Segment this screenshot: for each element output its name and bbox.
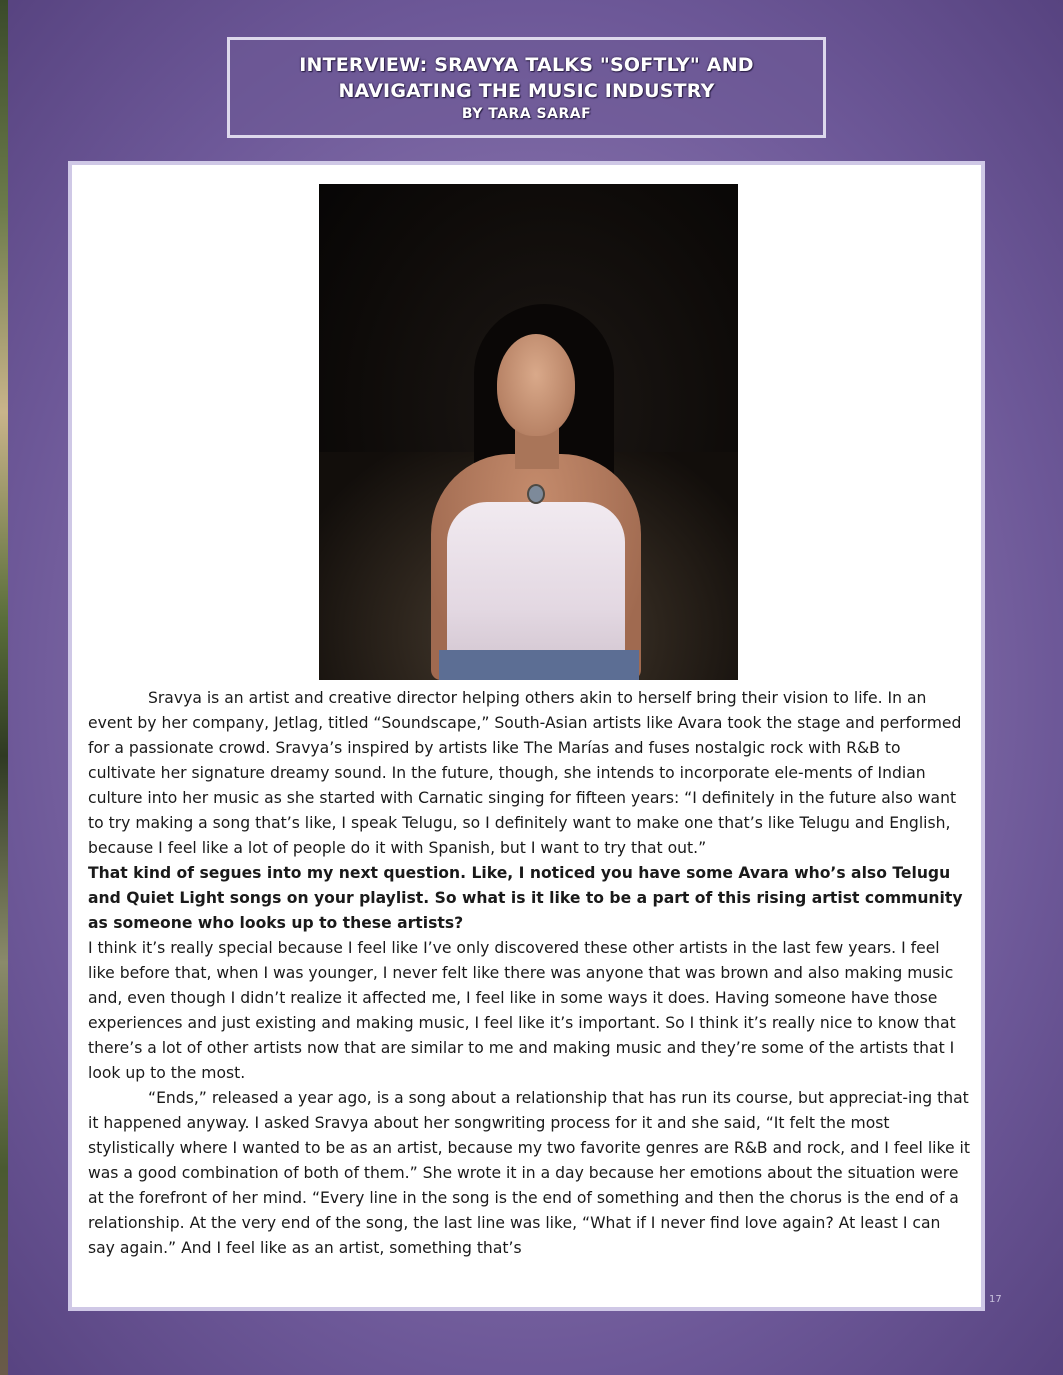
article-title-line-2: NAVIGATING THE MUSIC INDUSTRY: [338, 80, 715, 102]
title-box: [227, 37, 826, 138]
interview-answer: I think it’s really special because I feel like I’ve only discovered these other artists in the last few years. I feel like before that, when I was younger, I never felt like there was anyone that was brown and also making music and, even though I didn’t realize it affected me, I feel like in some ways it does. Having someone have those experiences and just existing and making music, I feel like it’s important. So I think it’s really nice to know that there’s a lot of other artists now that are similar to me and making music and they’re some of the artists that I look up to the most.: [88, 939, 956, 1082]
article-title-line-1: INTERVIEW: SRAVYA TALKS "SOFTLY" AND: [299, 54, 754, 76]
interview-question: That kind of segues into my next question. Like, I noticed you have some Avara who’s also Telugu and Quiet Light songs on your playlist. So what is it like to be a part of this rising artist community as someone who looks up to these artists?: [88, 864, 963, 932]
photo-face: [497, 334, 575, 436]
article-body: [88, 686, 970, 1261]
article-paragraph: “Ends,” released a year ago, is a song about a relationship that has run its course, but appreciat-ing that it happened anyway. I asked Sravya about her songwriting process for it and she said, “It felt the most stylistically where I wanted to be as an artist, because my two favorite genres are R&B and rock, and I feel like it was a good combination of both of them.” She wrote it in a day because her emotions about the situation were at the forefront of her mind. “Every line in the song is the end of something and then the chorus is the end of a relationship. At the very end of the song, the last line was like, “What if I never find love again? At least I can say again.” And I feel like as an artist, something that’s: [88, 1089, 970, 1257]
byline: BY TARA SARAF: [461, 106, 592, 122]
portrait-photo: [319, 184, 738, 680]
page-number: 17: [989, 1294, 1002, 1305]
photo-jeans: [439, 650, 639, 680]
article-frame: [68, 161, 985, 1311]
article-paragraph: Sravya is an artist and creative director helping others akin to herself bring their vision to life. In an event by her company, Jetlag, titled “Soundscape,” South-Asian artists like Avara took the stage and performed for a passionate crowd. Sravya’s inspired by artists like The Marías and fuses nostalgic rock with R&B to cultivate her signature dreamy sound. In the future, though, she intends to incorporate ele-ments of Indian culture into her music as she started with Carnatic singing for fifteen years: “I definitely in the future also want to try making a song that’s like, I speak Telugu, so I definitely want to make one that’s like Telugu and English, because I feel like a lot of people do it with Spanish, but I want to try that out.”: [88, 689, 962, 857]
photo-pendant: [527, 484, 545, 504]
background-photo-edge: [0, 0, 8, 1375]
